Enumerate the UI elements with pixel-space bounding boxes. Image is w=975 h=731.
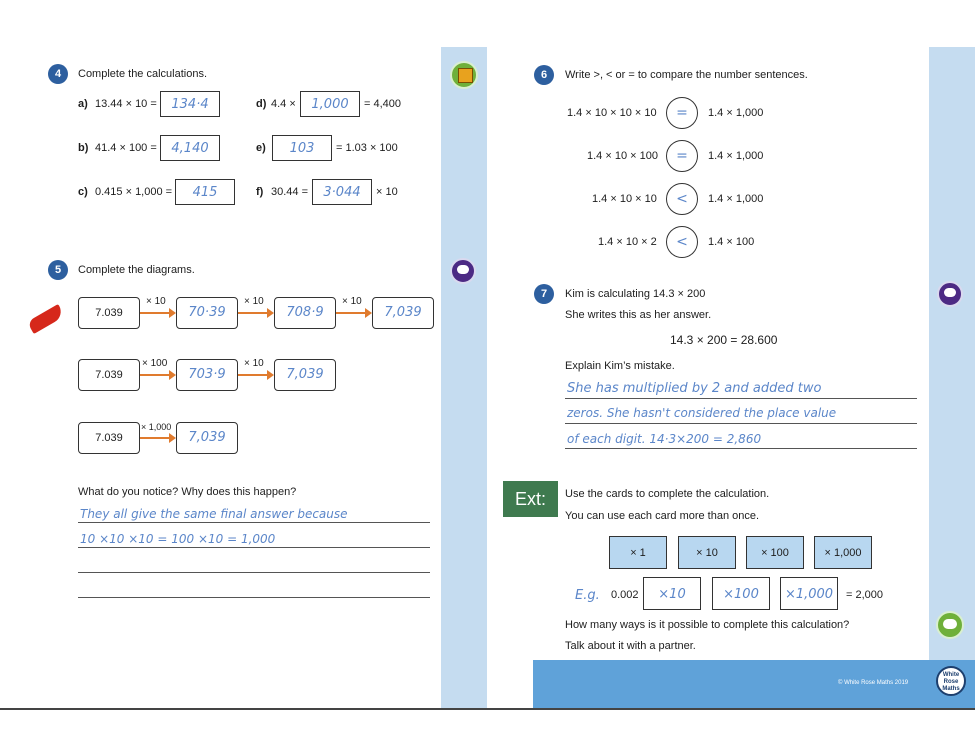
card-times-1[interactable]: × 1 bbox=[609, 536, 667, 569]
q5-notice-question: What do you notice? Why does this happen? bbox=[78, 486, 297, 498]
ext-blank-1-value: ×10 bbox=[658, 587, 686, 602]
diagram1-op1: × 10 bbox=[146, 296, 166, 307]
q5-notice-answer-2[interactable]: 10 ×10 ×10 = 100 ×10 = 1,000 bbox=[80, 532, 276, 546]
q4c-label: c) bbox=[78, 186, 88, 198]
ext-blank-1[interactable] bbox=[643, 577, 701, 610]
diagram2-op1: × 100 bbox=[142, 358, 168, 369]
diagram2-start: 7.039 bbox=[78, 359, 140, 391]
ext-instruction-2: You can use each card more than once. bbox=[565, 510, 760, 522]
ext-talk: Talk about it with a partner. bbox=[565, 640, 696, 652]
q7-answer-3[interactable]: of each digit. 14·3×200 = 2,860 bbox=[567, 432, 762, 446]
q4a-answer: 134·4 bbox=[171, 97, 209, 112]
diagram2-op2: × 10 bbox=[244, 358, 264, 369]
answer-line bbox=[78, 597, 430, 598]
q4d-answer-box[interactable] bbox=[300, 91, 360, 117]
q4c-prefix: 0.415 × 1,000 = bbox=[95, 186, 173, 198]
question-number-4: 4 bbox=[48, 64, 68, 84]
ext-eg: E.g. bbox=[575, 588, 600, 603]
diagram2-box2[interactable]: 7,039 bbox=[274, 359, 336, 391]
q5-notice-answer-1[interactable]: They all give the same final answer because bbox=[80, 507, 348, 521]
diagram3-op1: × 1,000 bbox=[141, 422, 172, 432]
chilli-icon bbox=[27, 304, 65, 334]
arrow bbox=[238, 374, 268, 376]
ext-result: = 2,000 bbox=[846, 589, 884, 601]
arrow bbox=[140, 374, 170, 376]
q4e-label: e) bbox=[256, 142, 266, 154]
speech-bubble-icon bbox=[936, 611, 964, 639]
q4f-prefix: 30.44 = bbox=[271, 186, 309, 198]
q4a-prefix: 13.44 × 10 = bbox=[95, 98, 157, 110]
q6-row4-right: 1.4 × 100 bbox=[708, 236, 755, 248]
q6-row1-sign[interactable]: = bbox=[666, 97, 698, 129]
right-page-side-strip bbox=[929, 47, 975, 667]
diagram1-box3[interactable]: 7,039 bbox=[372, 297, 434, 329]
ext-blank-2[interactable] bbox=[712, 577, 770, 610]
ext-tag: Ext: bbox=[503, 481, 558, 517]
q6-row2-sign[interactable]: = bbox=[666, 140, 698, 172]
q7-equation: 14.3 × 200 = 28.600 bbox=[670, 333, 778, 347]
q6-row2-left: 1.4 × 10 × 100 bbox=[587, 150, 658, 162]
diagram3-box1[interactable]: 7,039 bbox=[176, 422, 238, 454]
q4f-label: f) bbox=[256, 186, 264, 198]
q4-instruction: Complete the calculations. bbox=[78, 68, 208, 80]
q7-answer-2[interactable]: zeros. She hasn't considered the place value bbox=[567, 406, 837, 420]
arrow bbox=[140, 312, 170, 314]
footer-copyright: © White Rose Maths 2019 bbox=[838, 680, 909, 686]
diagram1-box2[interactable]: 708·9 bbox=[274, 297, 336, 329]
logo-text-2: Rose bbox=[943, 679, 959, 685]
answer-line bbox=[565, 423, 917, 424]
q4d-label: d) bbox=[256, 98, 267, 110]
answer-line bbox=[565, 448, 917, 449]
q6-row3-left: 1.4 × 10 × 10 bbox=[592, 193, 657, 205]
question-number-6: 6 bbox=[534, 65, 554, 85]
footer-band bbox=[533, 660, 975, 709]
q5-instruction: Complete the diagrams. bbox=[78, 264, 195, 276]
q4f-answer-box[interactable] bbox=[312, 179, 372, 205]
q6-row3-right: 1.4 × 1,000 bbox=[708, 193, 764, 205]
q4f-suffix: × 10 bbox=[376, 186, 398, 198]
left-page-side-strip bbox=[441, 47, 487, 709]
answer-line bbox=[78, 572, 430, 573]
q6-row4-sign[interactable]: < bbox=[666, 226, 698, 258]
ext-blank-3-value: ×1,000 bbox=[784, 587, 834, 602]
card-times-1000[interactable]: × 1,000 bbox=[814, 536, 872, 569]
arrow bbox=[238, 312, 268, 314]
ext-blank-3[interactable] bbox=[780, 577, 838, 610]
q4e-suffix: = 1.03 × 100 bbox=[336, 142, 398, 154]
q7-answer-1[interactable]: She has multiplied by 2 and added two bbox=[567, 381, 822, 396]
card-times-10[interactable]: × 10 bbox=[678, 536, 736, 569]
logo-text-3: Maths bbox=[942, 686, 960, 692]
thinking-cloud-icon bbox=[937, 281, 963, 307]
arrow bbox=[336, 312, 366, 314]
q7-intro: Kim is calculating 14.3 × 200 bbox=[565, 288, 706, 300]
q4b-answer: 4,140 bbox=[171, 141, 209, 156]
q7-explain: Explain Kim’s mistake. bbox=[565, 360, 675, 372]
q4b-label: b) bbox=[78, 142, 89, 154]
thinking-cloud-icon bbox=[450, 258, 476, 284]
q4d-prefix: 4.4 × bbox=[271, 98, 296, 110]
bottom-border bbox=[0, 708, 975, 710]
answer-line bbox=[565, 398, 917, 399]
q4a-label: a) bbox=[78, 98, 88, 110]
q6-row2-right: 1.4 × 1,000 bbox=[708, 150, 764, 162]
answer-line bbox=[78, 522, 430, 523]
q4e-answer: 103 bbox=[289, 141, 315, 156]
diagram1-box1[interactable]: 70·39 bbox=[176, 297, 238, 329]
ext-instruction-1: Use the cards to complete the calculation. bbox=[565, 488, 770, 500]
logo-text-1: White bbox=[942, 672, 960, 678]
q4b-answer-box[interactable] bbox=[160, 135, 220, 161]
q4d-suffix: = 4,400 bbox=[364, 98, 402, 110]
q4f-answer: 3·044 bbox=[323, 185, 361, 200]
q4e-answer-box[interactable] bbox=[272, 135, 332, 161]
cube-icon bbox=[450, 61, 478, 89]
q6-row4-left: 1.4 × 10 × 2 bbox=[598, 236, 657, 248]
q4b-prefix: 41.4 × 100 = bbox=[95, 142, 157, 154]
q6-row1-left: 1.4 × 10 × 10 × 10 bbox=[567, 107, 657, 119]
diagram3-start: 7.039 bbox=[78, 422, 140, 454]
q4c-answer: 415 bbox=[192, 185, 218, 200]
diagram1-op3: × 10 bbox=[342, 296, 362, 307]
q6-row1-right: 1.4 × 1,000 bbox=[708, 107, 764, 119]
white-rose-logo bbox=[936, 666, 966, 696]
ext-blank-2-value: ×100 bbox=[723, 587, 759, 602]
diagram1-op2: × 10 bbox=[244, 296, 264, 307]
diagram2-box1[interactable]: 703·9 bbox=[176, 359, 238, 391]
q6-row3-sign[interactable]: < bbox=[666, 183, 698, 215]
arrow bbox=[140, 437, 170, 439]
question-number-5: 5 bbox=[48, 260, 68, 280]
q4a-answer-box[interactable] bbox=[160, 91, 220, 117]
ext-start: 0.002 bbox=[611, 589, 639, 601]
q4d-answer: 1,000 bbox=[311, 97, 349, 112]
answer-line bbox=[78, 547, 430, 548]
question-number-7: 7 bbox=[534, 284, 554, 304]
ext-question: How many ways is it possible to complete this calculation? bbox=[565, 619, 850, 631]
diagram1-start: 7.039 bbox=[78, 297, 140, 329]
q4c-answer-box[interactable] bbox=[175, 179, 235, 205]
card-times-100[interactable]: × 100 bbox=[746, 536, 804, 569]
q7-writes: She writes this as her answer. bbox=[565, 309, 712, 321]
q6-instruction: Write >, < or = to compare the number sentences. bbox=[565, 69, 808, 81]
